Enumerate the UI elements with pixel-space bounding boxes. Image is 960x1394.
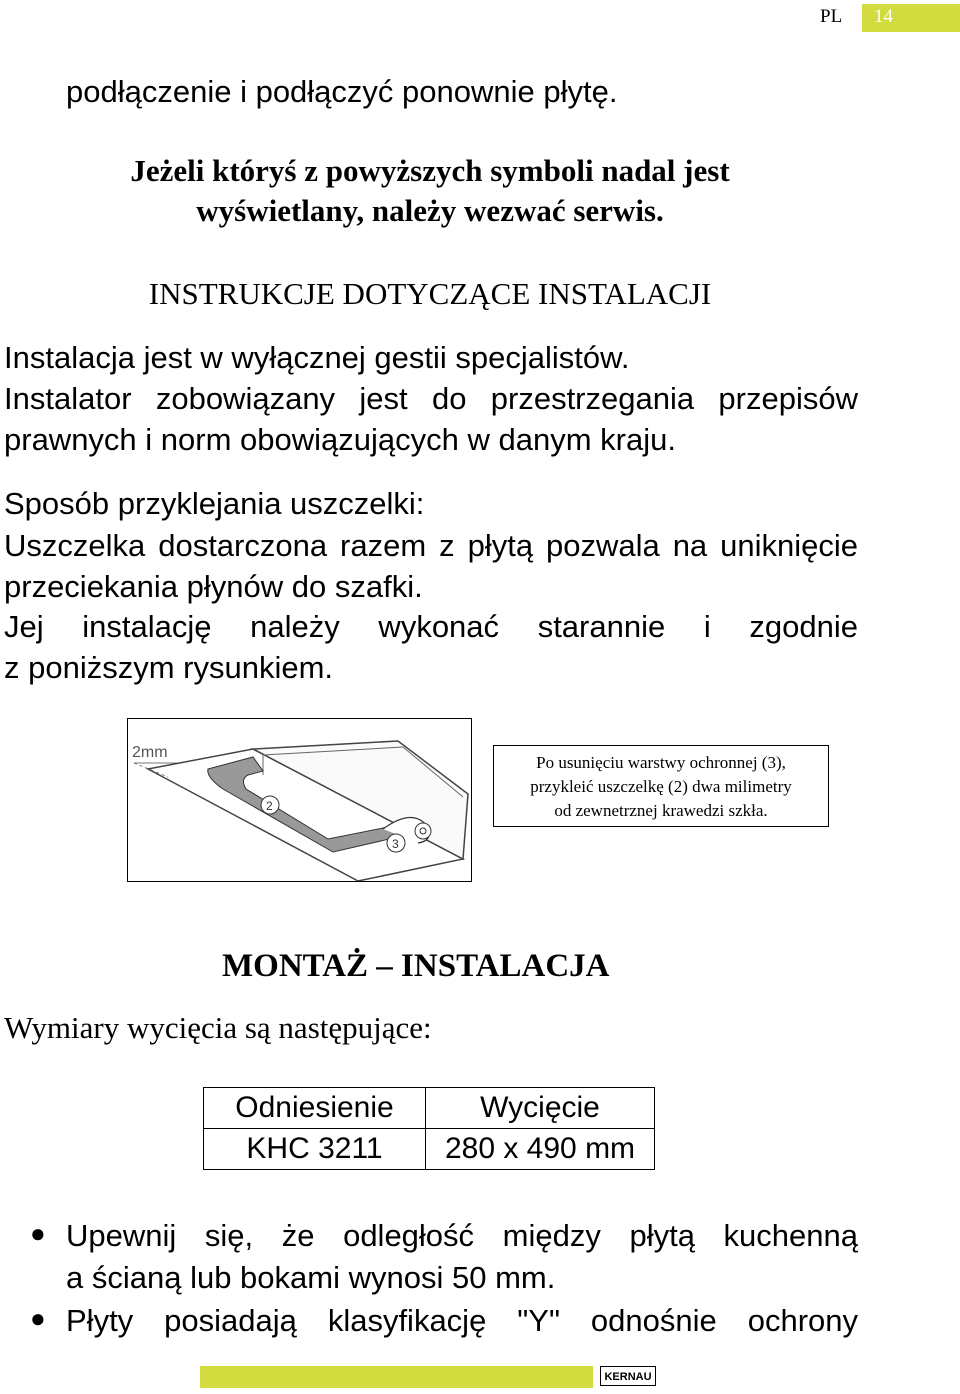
gasket-heading: Sposób przyklejania uszczelki: — [4, 486, 425, 521]
callout-2: 2 — [266, 799, 273, 813]
gasket-line-5: z poniższym rysunkiem. — [4, 650, 334, 685]
language-code: PL — [820, 6, 843, 27]
install-line-1: Instalacja jest w wyłącznej gestii specjalistów. — [4, 340, 630, 375]
dims-intro: Wymiary wycięcia są następujące: — [4, 1010, 432, 1045]
table-header-cell: Wycięcie — [426, 1088, 655, 1129]
bullet-icon: ● — [30, 1219, 46, 1248]
montage-heading: MONTAŻ – INSTALACJA — [222, 948, 610, 984]
intro-line: podłączenie i podłączyć ponownie płytę. — [66, 74, 618, 109]
gasket-line-4: Jej instalację należy wykonać starannie i zgodnie — [4, 609, 858, 644]
warning-line-1: Jeżeli któryś z powyższych symboli nadal jest — [130, 153, 730, 188]
footer-accent-bar — [200, 1366, 593, 1388]
install-heading: INSTRUKCJE DOTYCZĄCE INSTALACJI — [148, 276, 712, 311]
caption-line-1: Po usunięciu warstwy ochronnej (3), — [536, 753, 786, 772]
bullet-1-line-2: a ścianą lub bokami wynosi 50 mm. — [66, 1260, 556, 1295]
caption-line-2: przykleić uszczelkę (2) dwa milimetry — [530, 777, 792, 796]
figure-caption — [493, 745, 829, 827]
table-cell: 280 x 490 mm — [426, 1129, 655, 1170]
bullet-1-line-1: Upewnij się, że odległość między płytą kuchenną — [66, 1218, 858, 1253]
bullet-2-line-1: Płyty posiadają klasyfikację "Y" odnośnie ochrony — [66, 1303, 858, 1338]
install-line-2: Instalator zobowiązany jest do przestrzegania przepisów — [4, 381, 858, 416]
gasket-diagram — [128, 719, 471, 881]
warning-line-2: wyświetlany, należy wezwać serwis. — [196, 193, 664, 228]
table-cell: KHC 3211 — [204, 1129, 426, 1170]
gasket-line-2: Uszczelka dostarczona razem z płytą pozwala na uniknięcie — [4, 528, 858, 563]
gasket-line-3: przeciekania płynów do szafki. — [4, 569, 423, 604]
caption-line-3: od zewnetrznej krawedzi szkła. — [554, 801, 768, 820]
table-row — [204, 1129, 655, 1170]
dim-label: 2mm — [132, 744, 168, 761]
page-number: 14 — [874, 6, 893, 27]
table-header-cell: Odniesienie — [204, 1088, 426, 1129]
bullet-icon: ● — [30, 1304, 46, 1333]
table-header-row — [204, 1088, 655, 1129]
install-line-3: prawnych i norm obowiązujących w danym kraju. — [4, 422, 676, 457]
cutout-table — [203, 1087, 655, 1170]
callout-3: 3 — [392, 837, 399, 851]
gasket-figure — [127, 718, 472, 882]
brand-logo: KERNAU — [600, 1366, 656, 1386]
